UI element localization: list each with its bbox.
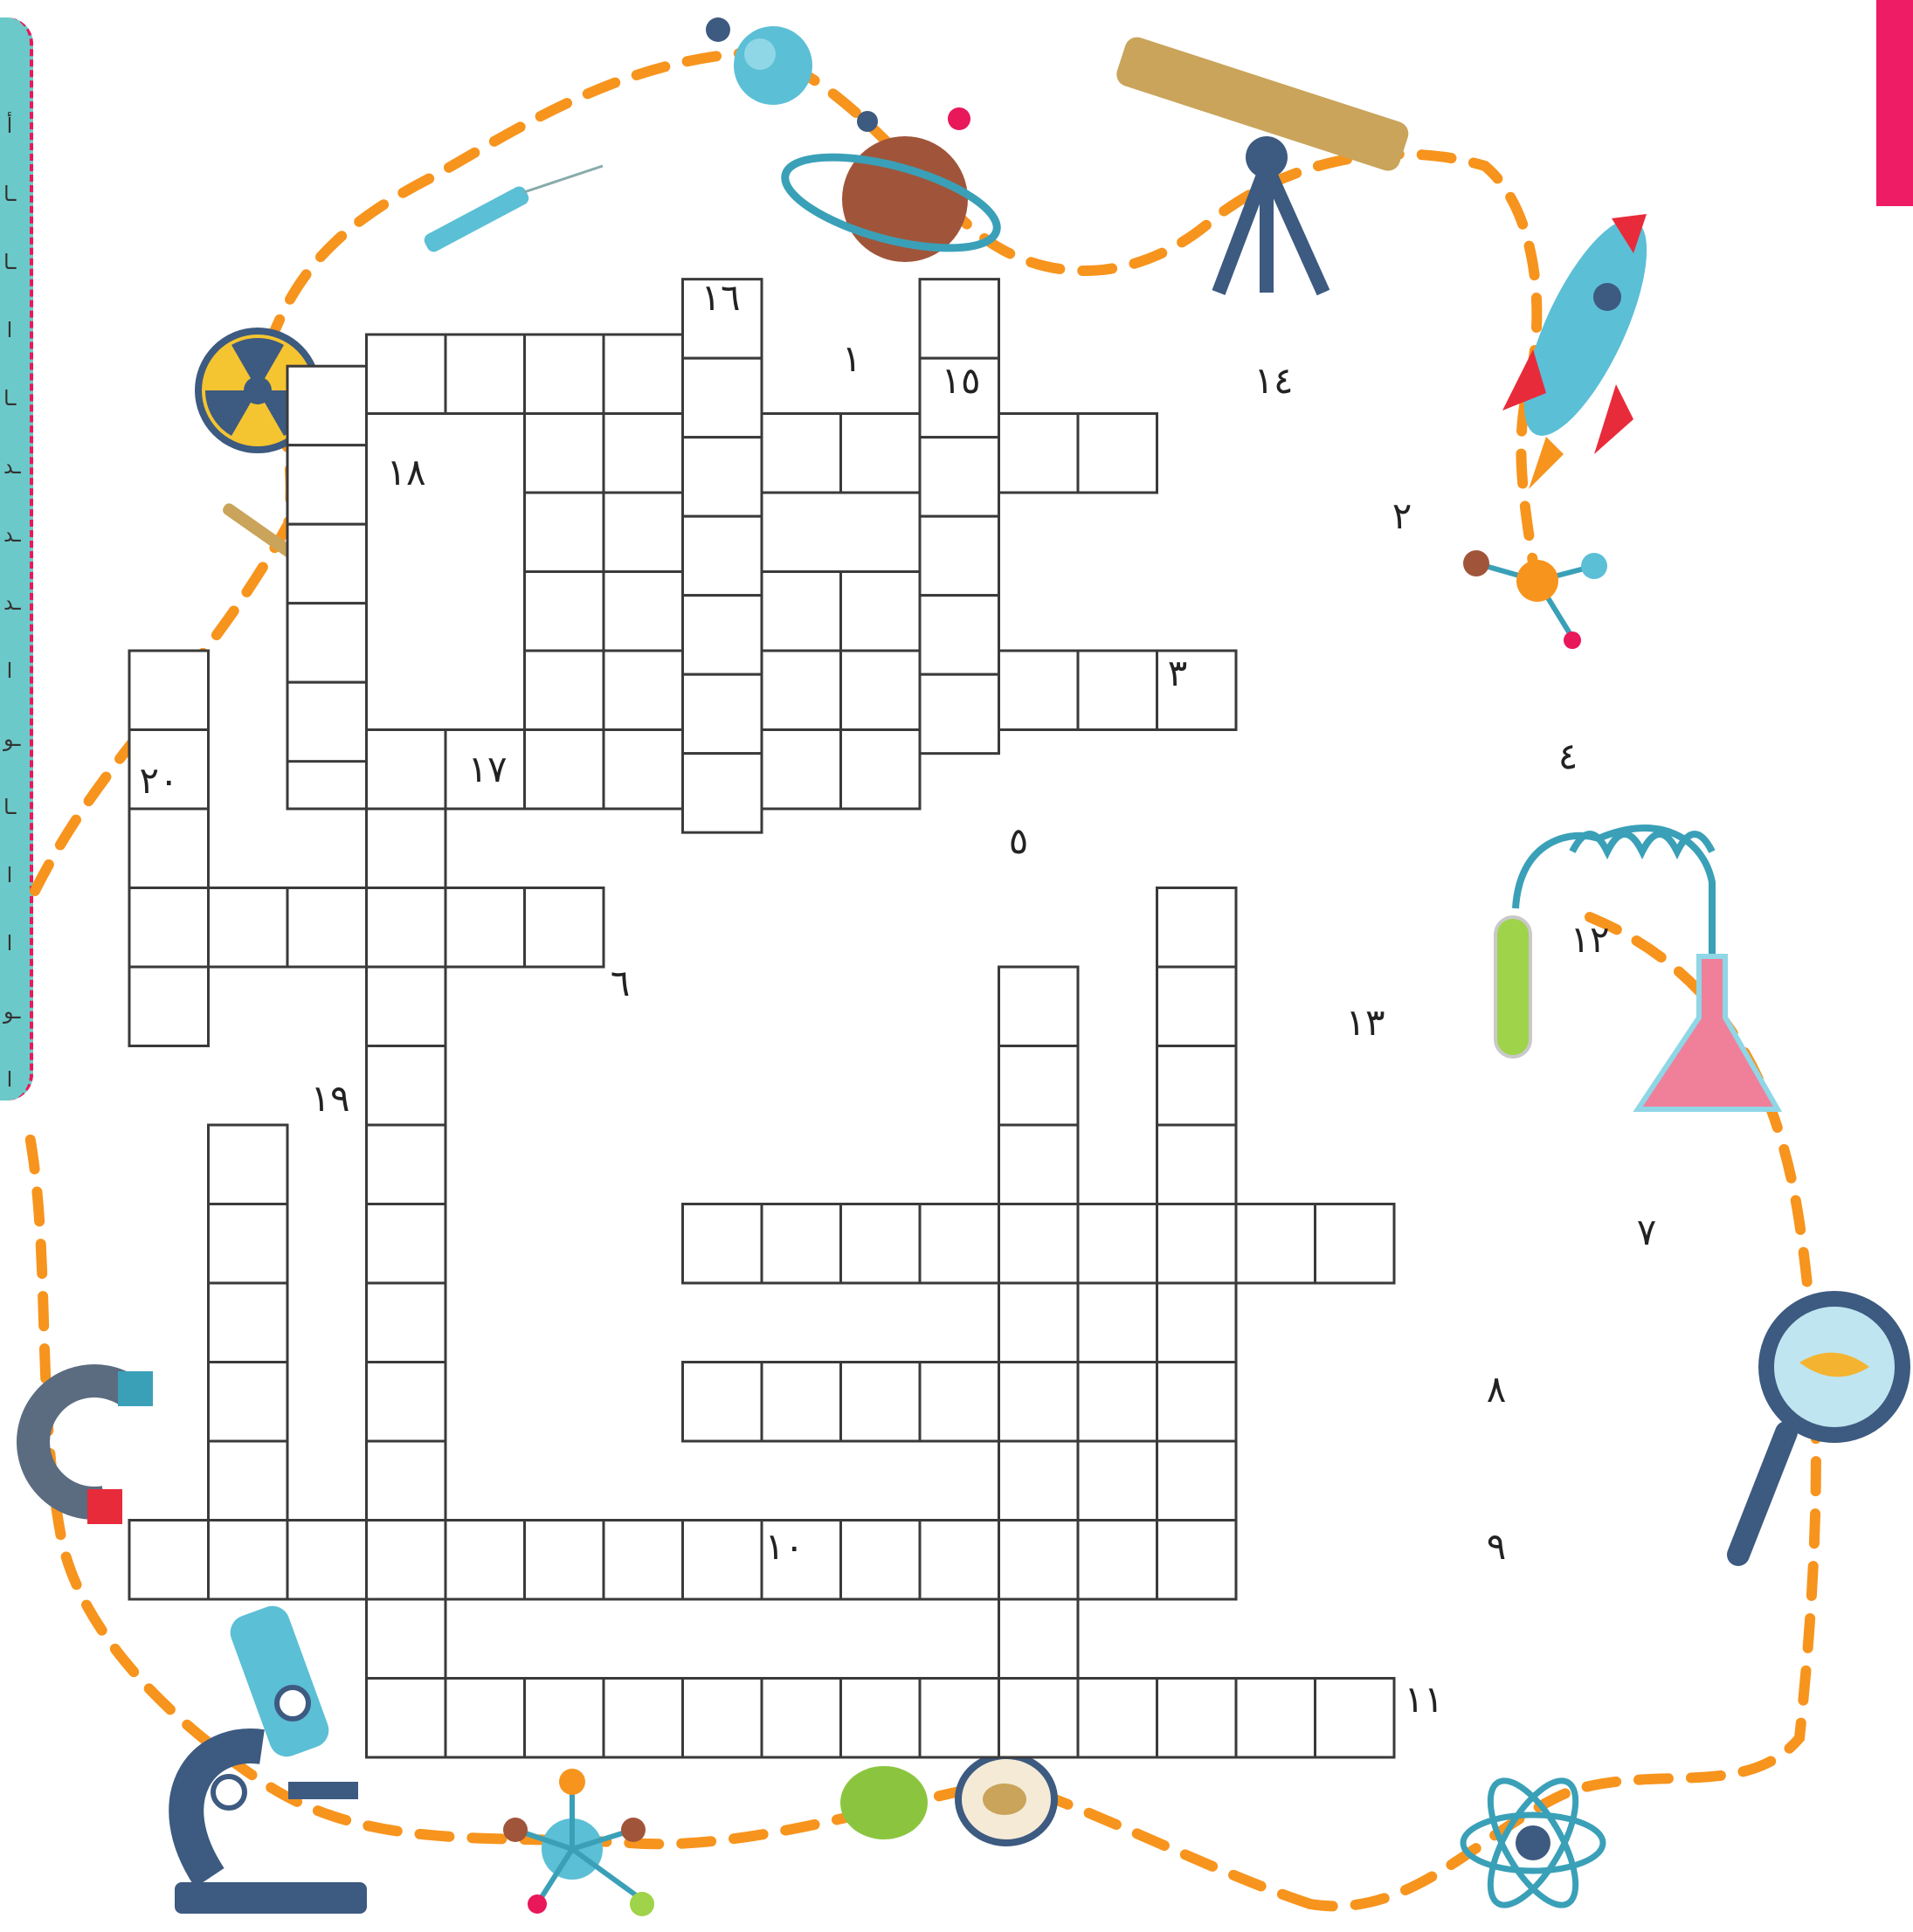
crossword-cell[interactable] (999, 414, 1079, 493)
crossword-cell[interactable] (1157, 1679, 1237, 1758)
crossword-cell[interactable] (1157, 1204, 1237, 1284)
crossword-cell[interactable] (525, 493, 604, 572)
sidebar-mark: ـا (3, 386, 17, 411)
crossword-cell[interactable] (683, 438, 763, 517)
crossword-cell[interactable] (525, 651, 604, 730)
atom-icon (1463, 1769, 1603, 1918)
clue-number: ١ (841, 337, 862, 380)
sidebar-mark: ـد (3, 522, 21, 547)
crossword-cell[interactable] (683, 358, 763, 438)
crossword-cell[interactable] (999, 1046, 1079, 1126)
clue-number: ١٥ (941, 359, 981, 402)
crossword-cell[interactable] (1236, 1679, 1316, 1758)
clue-number: ٢ (1392, 494, 1412, 537)
sidebar-mark: أ (6, 114, 13, 138)
crossword-cell[interactable] (1157, 1046, 1237, 1126)
crossword-cell[interactable] (287, 366, 367, 445)
crossword-cell[interactable] (525, 1521, 604, 1600)
crossword-cell[interactable] (841, 1679, 921, 1758)
crossword-cell[interactable] (683, 1204, 763, 1284)
crossword-cell[interactable] (1157, 888, 1237, 968)
crossword-cell[interactable] (999, 1599, 1079, 1679)
crossword-cell[interactable] (683, 1521, 763, 1600)
crossword-cell[interactable] (683, 596, 763, 675)
clue-number: ١٣ (1345, 1001, 1385, 1044)
crossword-cell[interactable] (1157, 1441, 1237, 1521)
crossword-cell[interactable] (604, 335, 683, 414)
crossword-cell[interactable] (209, 1521, 288, 1600)
syringe-icon (422, 166, 603, 254)
clue-number: ١٧ (467, 748, 508, 790)
crossword-cell[interactable] (683, 1363, 763, 1442)
sidebar-mark: ا (6, 318, 13, 342)
crossword-cell[interactable] (999, 1441, 1079, 1521)
crossword-cell[interactable] (209, 1125, 288, 1204)
planet-icon (706, 17, 812, 105)
crossword-cell[interactable] (762, 572, 841, 652)
flask-icon (1638, 956, 1778, 1109)
magnet-icon (33, 1371, 153, 1524)
crossword-cell[interactable] (525, 730, 604, 810)
clue-number: ٩ (1486, 1525, 1507, 1568)
crossword-cell[interactable] (604, 414, 683, 493)
crossword-cell[interactable] (287, 1521, 367, 1600)
crossword-cell[interactable] (841, 730, 921, 810)
crossword-cell[interactable] (920, 1363, 999, 1442)
crossword-cell[interactable] (209, 1441, 288, 1521)
crossword-cell[interactable] (999, 1125, 1079, 1204)
crossword-cell[interactable] (367, 730, 446, 810)
sidebar-mark: ـد (3, 454, 21, 479)
crossword-cell[interactable] (525, 1679, 604, 1758)
crossword-cell[interactable] (841, 1204, 921, 1284)
crossword-cell[interactable] (841, 651, 921, 730)
crossword-cell[interactable] (129, 809, 209, 888)
crossword-cell[interactable] (367, 809, 446, 888)
crossword-cell[interactable] (445, 888, 525, 968)
crossword-cell[interactable] (1157, 1521, 1237, 1600)
crossword-cell[interactable] (367, 1599, 446, 1679)
sidebar-mark: ـو (3, 727, 21, 751)
sidebar-mark: ا (6, 863, 13, 887)
magnifier-icon (1738, 1299, 1903, 1555)
crossword-cell[interactable] (129, 651, 209, 730)
crossword-cell[interactable] (367, 1046, 446, 1126)
crossword-cell[interactable] (999, 1679, 1079, 1758)
clue-number: ١١ (1404, 1678, 1444, 1721)
crossword-cell[interactable] (209, 1363, 288, 1442)
crossword-cell[interactable] (367, 888, 446, 968)
crossword-cell[interactable] (920, 1204, 999, 1284)
crossword-cell[interactable] (1078, 1204, 1157, 1284)
crossword-cell[interactable] (445, 1679, 525, 1758)
crossword-cell[interactable] (1236, 1204, 1316, 1284)
crossword-cell[interactable] (287, 888, 367, 968)
crossword-cell[interactable] (445, 335, 525, 414)
crossword-cell[interactable] (604, 572, 683, 652)
crossword-cell[interactable] (1078, 1363, 1157, 1442)
sidebar-mark: ا (6, 659, 13, 683)
crossword-cell[interactable] (999, 1521, 1079, 1600)
crossword-cell[interactable] (367, 1363, 446, 1442)
crossword-cell[interactable] (287, 445, 367, 525)
crossword-cell[interactable] (683, 1679, 763, 1758)
crossword-cell[interactable] (1316, 1204, 1395, 1284)
clue-number: ٦ (610, 962, 631, 1004)
crossword-cell[interactable] (1316, 1679, 1395, 1758)
crossword-cell[interactable] (129, 888, 209, 968)
crossword-cell[interactable] (762, 414, 841, 493)
clue-number: ١٦ (701, 276, 741, 319)
crossword-cell[interactable] (841, 572, 921, 652)
sidebar-mark: ـا (3, 182, 17, 206)
clue-number: ٨ (1486, 1368, 1507, 1411)
crossword-cell[interactable] (209, 888, 288, 968)
sidebar-mark: ا (6, 1067, 13, 1092)
crossword-cell[interactable] (999, 1283, 1079, 1363)
crossword-cell[interactable] (683, 754, 763, 833)
crossword-cell[interactable] (367, 1679, 446, 1758)
crossword-cell[interactable] (762, 730, 841, 810)
clue-number: ٣ (1167, 652, 1188, 694)
crossword-cell[interactable] (209, 1283, 288, 1363)
clue-number: ١٢ (1570, 918, 1610, 961)
clue-number: ٧ (1636, 1211, 1657, 1253)
sidebar-mark: ـا (3, 250, 17, 274)
crossword-cell[interactable] (1157, 1283, 1237, 1363)
crossword-cell[interactable] (841, 1363, 921, 1442)
crossword-cell[interactable] (1157, 967, 1237, 1046)
crossword-cell[interactable] (762, 1204, 841, 1284)
crossword-cell[interactable] (367, 1521, 446, 1600)
crossword-cell[interactable] (287, 524, 367, 604)
crossword-cell[interactable] (367, 335, 446, 414)
clue-number: ٢٠ (139, 759, 179, 802)
crossword-cell[interactable] (1078, 414, 1157, 493)
crossword-cell[interactable] (367, 1204, 446, 1284)
crossword-cell[interactable] (762, 1679, 841, 1758)
crossword-cell[interactable] (762, 1363, 841, 1442)
crossword-cell[interactable] (920, 674, 999, 754)
crossword-cell[interactable] (999, 1363, 1079, 1442)
crossword-cell[interactable] (920, 1521, 999, 1600)
clue-number: ١٨ (386, 451, 426, 493)
crossword-cell[interactable] (920, 279, 999, 359)
sidebar-mark: ـا (3, 795, 17, 819)
microscope-icon (175, 1601, 367, 1914)
virus-icon (958, 1756, 1054, 1843)
crossword-cell[interactable] (209, 1204, 288, 1284)
crossword-cell[interactable] (999, 651, 1079, 730)
crossword-cell[interactable] (367, 1125, 446, 1204)
crossword-cell[interactable] (287, 604, 367, 683)
crossword-cell[interactable] (367, 967, 446, 1046)
crossword-cell[interactable] (999, 1204, 1079, 1284)
crossword-cell[interactable] (525, 414, 604, 493)
crossword-cell[interactable] (1078, 1679, 1157, 1758)
crossword-cell[interactable] (999, 967, 1079, 1046)
crossword-cell[interactable] (525, 335, 604, 414)
crossword-cell[interactable] (367, 1441, 446, 1521)
clue-number: ٤ (1557, 735, 1578, 777)
crossword-cell[interactable] (920, 596, 999, 675)
crossword-cell[interactable] (841, 1521, 921, 1600)
sidebar-mark: ـو (3, 999, 21, 1024)
sidebar-mark: ا (6, 931, 13, 956)
crossword-grid (129, 279, 1394, 1757)
crossword-cell[interactable] (287, 682, 367, 762)
crossword-cell[interactable] (129, 1521, 209, 1600)
molecule-icon (1463, 550, 1607, 649)
sidebar-mark: ـد (3, 590, 21, 615)
crossword-cell[interactable] (604, 730, 683, 810)
clue-number: ١٠ (764, 1525, 805, 1568)
crossword-cell[interactable] (367, 1283, 446, 1363)
saturn-icon (776, 107, 1005, 266)
crossword-cell[interactable] (920, 516, 999, 596)
crossword-cell[interactable] (683, 674, 763, 754)
crossword-cell[interactable] (1078, 651, 1157, 730)
crossword-cell[interactable] (1078, 1521, 1157, 1600)
clue-number: ٥ (1008, 819, 1029, 862)
crossword-cell[interactable] (445, 1521, 525, 1600)
crossword-cell[interactable] (129, 967, 209, 1046)
clue-number: ١٩ (310, 1077, 350, 1120)
clue-number: ١٤ (1253, 359, 1294, 402)
crossword-cell[interactable] (920, 1679, 999, 1758)
crossword-cell[interactable] (683, 516, 763, 596)
crossword-cell[interactable] (525, 572, 604, 652)
crossword-cell[interactable] (604, 1521, 683, 1600)
crossword-cell[interactable] (841, 414, 921, 493)
crossword-cell[interactable] (920, 438, 999, 517)
crossword-cell[interactable] (1157, 1363, 1237, 1442)
crossword-cell[interactable] (525, 888, 604, 968)
crossword-cell[interactable] (1157, 1125, 1237, 1204)
crossword-cell[interactable] (604, 1679, 683, 1758)
